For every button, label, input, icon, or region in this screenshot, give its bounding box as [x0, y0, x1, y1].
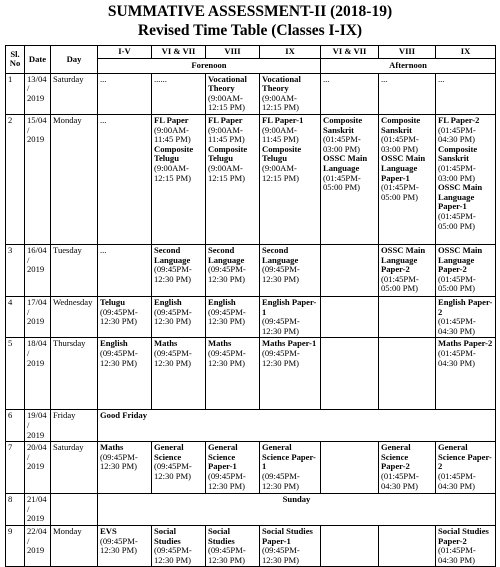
subject-name: Social Studies Paper-1	[262, 525, 313, 546]
table-row	[6, 114, 496, 244]
exam-time: (09:45PM- 12:30 PM)	[100, 451, 138, 472]
exam-time: (01:45PM-04:30 PM)	[438, 545, 476, 565]
cell-day	[51, 494, 98, 526]
header-class-viii-forenoon: VIII	[206, 46, 260, 59]
subject-name: Maths	[100, 442, 124, 453]
cell-date: 17/04/ 2019	[25, 296, 51, 337]
cell-day: Friday	[51, 410, 98, 442]
page-title: SUMMATIVE ASSESSMENT-II (2018-19)	[107, 3, 393, 20]
exam-time: (09:45PM- 12:30 PM)	[262, 264, 300, 284]
header-class-vi-vii-forenoon: VI & VII	[152, 46, 206, 59]
cell-sl-no: 9	[6, 525, 25, 566]
cell-vi-vii-afternoon	[321, 442, 379, 494]
subject-name: General Science	[154, 442, 184, 462]
exam-time: (09:45PM- 12:30 PM)	[208, 264, 246, 284]
exam-time: (09:45PM- 12:30 PM)	[262, 545, 300, 565]
cell-ix-afternoon	[436, 442, 496, 494]
cell-sl-no: 5	[6, 338, 25, 410]
table-row	[6, 73, 496, 114]
cell-date: 21/04/ 2019	[25, 494, 51, 526]
cell-viii-afternoon	[379, 244, 436, 296]
cell-ix-forenoon	[260, 525, 321, 566]
cell-sl-no: 8	[6, 494, 25, 526]
cell-viii-forenoon	[206, 73, 260, 114]
table-row	[6, 410, 496, 442]
exam-time: (09:45PM- 12:30 PM)	[208, 347, 246, 368]
subject-name: EVS	[100, 525, 117, 536]
table-row	[6, 338, 496, 410]
exam-time: (09:45PM- 12:30 PM)	[154, 545, 192, 565]
table-row	[6, 525, 496, 566]
cell-ix-forenoon	[260, 442, 321, 494]
subject-name: General Science Paper-2	[438, 442, 492, 472]
exam-time: (01:45PM-04:30 PM)	[438, 316, 476, 336]
cell-ix-forenoon	[260, 114, 321, 244]
cell-viii-forenoon	[206, 114, 260, 244]
exam-time: (09:45PM- 12:30 PM)	[154, 264, 192, 284]
cell-ix-afternoon	[436, 244, 496, 296]
cell-date: 18/04/ 2019	[25, 338, 51, 410]
subject-name: Vocational Theory	[262, 73, 301, 94]
header-class-viii-afternoon: VIII	[379, 46, 436, 59]
subject-name: General Science Paper-2	[381, 442, 411, 472]
cell-class-i-v	[98, 525, 152, 566]
subject-name: Vocational Theory	[208, 73, 247, 94]
header-date: Date	[25, 46, 51, 74]
subject-name: FL Paper	[154, 114, 189, 125]
subject-name: Social Studies	[208, 525, 235, 546]
cell-class-i-v	[98, 338, 152, 410]
header-class-i-v: I-V	[98, 46, 152, 59]
subject-name: Composite Sanskrit	[381, 114, 421, 135]
exam-time: (09:45PM- 12:30 PM)	[208, 306, 246, 327]
cell-ix-afternoon	[436, 338, 496, 410]
subject-name: OSSC Main Language	[323, 153, 368, 173]
subject-name: Composite Telugu	[208, 143, 248, 164]
exam-time: (09:45PM- 12:30 PM)	[262, 347, 300, 368]
cell-day: Saturday	[51, 73, 98, 114]
cell-date: 20/04/ 2019	[25, 442, 51, 494]
subject-name: Telugu	[100, 296, 126, 307]
subject-name: Composite Telugu	[262, 143, 302, 164]
cell-vi-vii-forenoon	[152, 442, 206, 494]
subject-name: Second Language	[154, 244, 191, 265]
cell-sl-no: 1	[6, 73, 25, 114]
cell-viii-afternoon	[379, 338, 436, 410]
exam-time: (09:45PM- 12:30 PM)	[100, 535, 138, 556]
subject-name: English	[154, 296, 182, 307]
exam-time: (09:45PM- 12:30 PM)	[262, 316, 300, 336]
table-row	[6, 244, 496, 296]
session-afternoon: Afternoon	[321, 58, 496, 73]
exam-time: ...	[100, 244, 107, 255]
header-class-ix-afternoon: IX	[436, 46, 496, 59]
exam-time: (01:45PM- 04:30 PM)	[381, 470, 419, 491]
cell-vi-vii-afternoon	[321, 73, 379, 114]
exam-time: (01:45PM- 05:00 PM)	[381, 273, 419, 294]
cell-ix-forenoon	[260, 338, 321, 410]
cell-day: Monday	[51, 114, 98, 244]
subject-name: English Paper-1	[262, 296, 317, 317]
cell-sl-no: 4	[6, 296, 25, 337]
exam-time: (09:45PM- 12:30 PM)	[208, 470, 246, 491]
cell-vi-vii-forenoon	[152, 525, 206, 566]
exam-time: (9:00AM- 11:45 PM)	[154, 124, 191, 145]
subject-name: Social Studies Paper-2	[438, 525, 489, 546]
cell-date: 13/04/ 2019	[25, 73, 51, 114]
cell-viii-forenoon	[206, 525, 260, 566]
exam-time: (9:00AM- 12:15 PM)	[208, 92, 246, 113]
exam-time: (9:00AM- 12:15 PM)	[262, 162, 300, 183]
cell-full-day: Sunday	[98, 494, 496, 526]
timetable-body	[6, 73, 496, 567]
subject-name: English Paper-2	[438, 296, 493, 317]
header-day: Day	[51, 46, 98, 74]
table-row	[6, 494, 496, 526]
cell-vi-vii-afternoon	[321, 525, 379, 566]
cell-ix-afternoon	[436, 114, 496, 244]
cell-viii-afternoon	[379, 296, 436, 337]
subject-name: Maths Paper-1	[262, 338, 317, 349]
exam-time: (01:45PM-05:00 PM)	[438, 273, 476, 294]
cell-day: Thursday	[51, 338, 98, 410]
cell-vi-vii-forenoon	[152, 114, 206, 244]
exam-time: (09:45PM- 12:30 PM)	[208, 545, 246, 565]
subject-name: Composite Sanskrit	[323, 114, 363, 135]
subject-name: English	[100, 338, 128, 349]
cell-ix-forenoon	[260, 296, 321, 337]
cell-date: 15/04/ 2019	[25, 114, 51, 244]
exam-time: (9:00AM- 12:15 PM)	[154, 162, 192, 183]
cell-viii-forenoon	[206, 442, 260, 494]
exam-time: (9:00AM- 11:45 PM)	[208, 124, 245, 145]
subject-name: Social Studies	[154, 525, 181, 546]
subject-name: OSSC Main Language Paper-2	[381, 244, 426, 275]
header-row	[6, 46, 496, 59]
cell-sl-no: 6	[6, 410, 25, 442]
exam-time: (01:45PM-04:30 PM)	[438, 124, 476, 145]
subject-name: Second Language	[262, 244, 299, 265]
exam-time: (01:45PM- 05:00 PM)	[381, 182, 419, 202]
cell-ix-afternoon	[436, 296, 496, 337]
subject-name: OSSC Main Language Paper-1	[438, 182, 483, 212]
cell-full-day: Good Friday	[98, 410, 496, 442]
exam-time: (01:45PM- 05:00 PM)	[323, 172, 361, 193]
session-forenoon: Forenoon	[98, 58, 321, 73]
cell-sl-no: 2	[6, 114, 25, 244]
cell-day: Tuesday	[51, 244, 98, 296]
subject-name: FL Paper-2	[438, 114, 480, 125]
cell-date: 22/04/ 2019	[25, 525, 51, 566]
exam-time: (01:45PM-04:30 PM)	[438, 470, 476, 491]
cell-viii-forenoon	[206, 338, 260, 410]
cell-viii-afternoon	[379, 525, 436, 566]
subject-name: Maths	[154, 338, 178, 349]
subject-name: FL Paper	[208, 114, 243, 125]
page-subtitle: Revised Time Table (Classes I-IX)	[137, 22, 363, 39]
exam-time: (9:00AM- 12:15 PM)	[208, 162, 246, 183]
table-row	[6, 296, 496, 337]
cell-vi-vii-forenoon	[152, 73, 206, 114]
subject-name: Maths Paper-2	[438, 338, 493, 349]
exam-time: ...	[100, 114, 107, 125]
cell-ix-afternoon	[436, 73, 496, 114]
cell-day: Monday	[51, 525, 98, 566]
subject-name: OSSC Main Language Paper-2	[438, 244, 483, 275]
cell-ix-forenoon	[260, 244, 321, 296]
cell-ix-afternoon	[436, 525, 496, 566]
cell-viii-forenoon	[206, 296, 260, 337]
subject-name: Composite Sanskrit	[438, 143, 478, 164]
subject-name: FL Paper-1	[262, 114, 304, 125]
cell-ix-forenoon	[260, 73, 321, 114]
cell-vi-vii-forenoon	[152, 244, 206, 296]
exam-time: (01:45PM-04:30 PM)	[438, 347, 476, 368]
cell-vi-vii-afternoon	[321, 114, 379, 244]
cell-day: Wednesday	[51, 296, 98, 337]
cell-vi-vii-afternoon	[321, 244, 379, 296]
cell-viii-afternoon	[379, 73, 436, 114]
cell-vi-vii-afternoon	[321, 338, 379, 410]
cell-day: Saturday	[51, 442, 98, 494]
exam-time: (01:45PM- 03:00 PM)	[323, 134, 361, 154]
cell-class-i-v	[98, 296, 152, 337]
exam-time: (09:45PM- 12:30 PM)	[100, 306, 138, 327]
cell-vi-vii-forenoon	[152, 338, 206, 410]
exam-time: ...	[438, 73, 445, 84]
cell-class-i-v	[98, 244, 152, 296]
table-row	[6, 442, 496, 494]
header-class-vi-vii-afternoon: VI & VII	[321, 46, 379, 59]
exam-time: (09:45PM- 12:30 PM)	[154, 306, 192, 327]
exam-time: ......	[154, 73, 167, 84]
cell-viii-afternoon	[379, 442, 436, 494]
subject-name: OSSC Main Language Paper-1	[381, 153, 426, 183]
cell-viii-afternoon	[379, 114, 436, 244]
subject-name: Composite Telugu	[154, 143, 194, 164]
exam-time: ...	[100, 73, 107, 84]
header-sl-no: Sl. No	[6, 46, 25, 74]
exam-time: (09:45PM- 12:30 PM)	[154, 461, 192, 481]
cell-vi-vii-forenoon	[152, 296, 206, 337]
exam-time: ...	[323, 73, 330, 84]
cell-vi-vii-afternoon	[321, 296, 379, 337]
exam-time: (09:45PM- 12:30 PM)	[154, 347, 192, 368]
cell-date: 16/04/ 2019	[25, 244, 51, 296]
exam-time: (09:45PM- 12:30 PM)	[262, 470, 300, 491]
timetable	[5, 45, 496, 567]
exam-time: (9:00AM- 11:45 PM)	[262, 124, 299, 145]
exam-time: (01:45PM-05:00 PM)	[438, 210, 476, 231]
cell-sl-no: 3	[6, 244, 25, 296]
subject-name: Second Language	[208, 244, 245, 265]
subject-name: Maths	[208, 338, 232, 349]
subject-name: General Science Paper-1	[262, 442, 316, 472]
exam-time: (09:45PM- 12:30 PM)	[100, 347, 138, 368]
cell-class-i-v	[98, 442, 152, 494]
subject-name: General Science Paper-1	[208, 442, 238, 472]
cell-class-i-v	[98, 114, 152, 244]
exam-time: (9:00AM- 12:15 PM)	[262, 92, 300, 113]
cell-class-i-v	[98, 73, 152, 114]
exam-time: (01:45PM-03:00 PM)	[438, 162, 476, 183]
cell-date: 19/04/ 2019	[25, 410, 51, 442]
cell-sl-no: 7	[6, 442, 25, 494]
cell-viii-forenoon	[206, 244, 260, 296]
subject-name: English	[208, 296, 236, 307]
exam-time: (01:45PM- 03:00 PM)	[381, 134, 419, 154]
header-class-ix-forenoon: IX	[260, 46, 321, 59]
exam-time: ...	[381, 73, 388, 84]
